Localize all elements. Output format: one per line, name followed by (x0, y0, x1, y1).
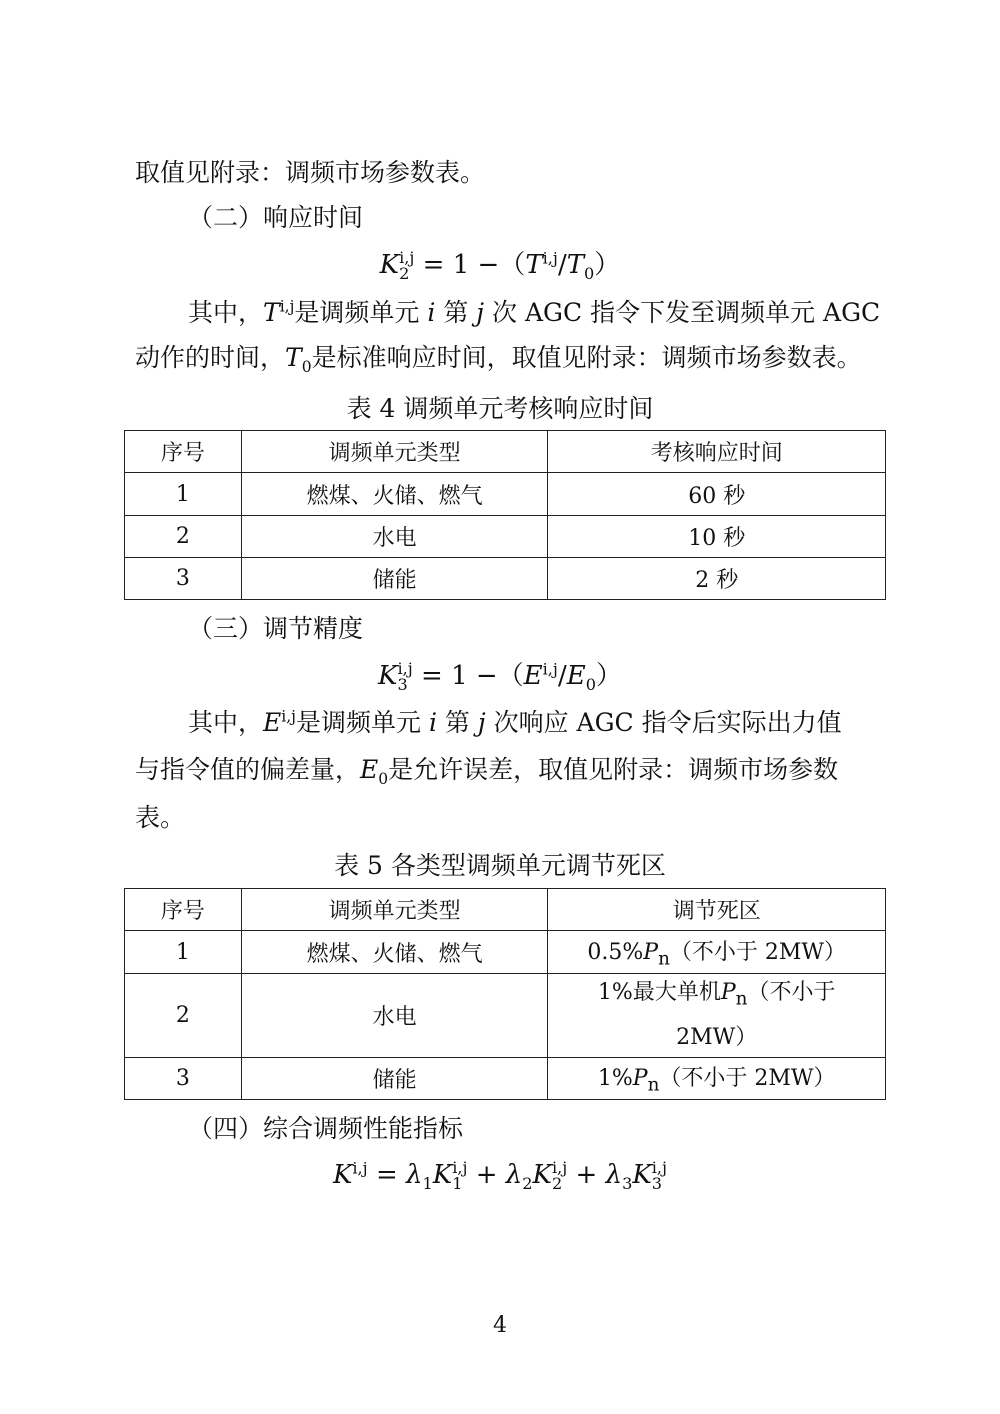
formula-sub: 0 (584, 264, 595, 284)
formula-text: / (557, 250, 567, 280)
section3-paragraph-line2: 与指令值的偏差量，$E_0$是允许误差，取值见附录：调频市场参数 (135, 755, 839, 788)
table-cell: 燃煤、火储、燃气 (241, 473, 548, 516)
formula-text: = 1 −（ (422, 250, 526, 280)
formula-sup: i,j (397, 658, 413, 678)
table-cell: 储能 (241, 1058, 548, 1100)
table-row (125, 1058, 886, 1100)
table-cell: 60 秒 (548, 473, 886, 516)
table-header-cell: 考核响应时间 (548, 431, 886, 473)
formula-sub: 3 (397, 675, 408, 694)
page-number: 4 (493, 1313, 507, 1338)
table-row (125, 558, 886, 600)
table-cell: 1 (125, 931, 242, 974)
table5 (124, 888, 886, 1100)
table-cell: 1%最大单机$P_n$（不小于 2MW） (548, 974, 886, 1058)
table-cell: $1\%P_n$（不小于 2MW） (548, 1058, 886, 1100)
section-heading-regulation-accuracy: （三）调节精度 (188, 614, 364, 643)
table4-caption: 表 4 调频单元考核响应时间 (346, 394, 654, 423)
formula-var: T (566, 250, 585, 280)
table-row (125, 473, 886, 516)
table-cell: 储能 (241, 558, 548, 600)
table-cell: 2 (125, 974, 242, 1058)
table-cell: 10 秒 (548, 516, 886, 558)
table-header-row (125, 889, 886, 931)
formula-k3 (0, 659, 1000, 693)
formula-sup: i,j (542, 248, 558, 268)
table-cell: 水电 (241, 974, 548, 1058)
formula-var: K (378, 661, 398, 691)
formula-var: E (566, 661, 586, 691)
table-cell: 燃煤、火储、燃气 (241, 931, 548, 974)
table-row (125, 974, 886, 1058)
formula-var: K (379, 250, 400, 280)
section3-paragraph-line1: 其中，E$^{i,j}$是调频单元 i 第 j 次响应 AGC 指令后实际出力值 (188, 707, 842, 737)
formula-text: ） (594, 250, 621, 280)
formula-text: / (557, 661, 567, 691)
table-header-cell: 序号 (125, 889, 242, 931)
section-heading-composite-index: （四）综合调频性能指标 (188, 1114, 464, 1143)
formula-sup: i,j (399, 247, 415, 267)
section2-paragraph-line2: 动作的时间，$T_0$是标准响应时间，取值见附录：调频市场参数表。 (135, 343, 862, 376)
formula-sub: 2 (399, 264, 410, 283)
table-header-row (125, 431, 886, 473)
table-cell: 3 (125, 1058, 242, 1100)
table-header-cell: 序号 (125, 431, 242, 473)
table-header-cell: 调节死区 (548, 889, 886, 931)
section-heading-response-time: （二）响应时间 (188, 203, 364, 232)
table-header-cell: 调频单元类型 (241, 431, 548, 473)
table-cell: 2 秒 (548, 558, 886, 600)
table-cell: 1 (125, 473, 242, 516)
table-row (125, 516, 886, 558)
formula-var: T (525, 250, 543, 280)
formula-var: E (523, 661, 543, 691)
intro-paragraph: 取值见附录：调频市场参数表。 (135, 158, 486, 187)
formula-k2 (0, 248, 1000, 282)
section3-paragraph-line3: 表。 (135, 803, 186, 832)
formula-text: ） (595, 661, 622, 691)
formula-sup: i,j (542, 659, 558, 679)
table-cell: 2 (125, 516, 242, 558)
table4 (124, 430, 886, 600)
table-header-cell: 调频单元类型 (241, 889, 548, 931)
table-cell: 3 (125, 558, 242, 600)
table-row (125, 931, 886, 974)
table-cell: $0.5\%P_n$（不小于 2MW） (548, 931, 886, 974)
table5-caption: 表 5 各类型调频单元调节死区 (334, 851, 666, 880)
formula-k-composite: $K^{i,j} = \lambda_1K$ i,j 1 + $\lambda_2K$ i,j 2 + $\lambda_3K$ i,j 3 (332, 1157, 668, 1194)
formula-sub: 0 (585, 675, 596, 695)
formula-text: = 1 −（ (421, 661, 524, 691)
table-cell: 水电 (241, 516, 548, 558)
section2-paragraph-line1: 其中，T$^{i,j}$是调频单元 i 第 j 次 AGC 指令下发至调频单元 AGC (188, 297, 881, 327)
